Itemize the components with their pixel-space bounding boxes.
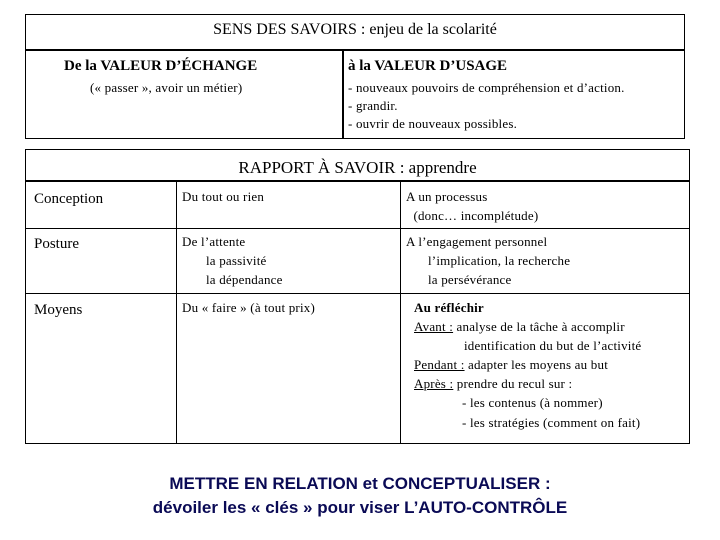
- row-label-moyens: Moyens: [34, 302, 83, 318]
- conception-right-2: (donc… incomplétude): [410, 208, 539, 223]
- row-divider-2: [26, 293, 689, 294]
- valeur-echange-text: (« passer », avoir un métier): [90, 80, 243, 95]
- moyens-right-heading: Au réfléchir: [414, 300, 484, 315]
- valeur-usage-heading: à la VALEUR D’USAGE: [348, 58, 508, 74]
- moyens-middle: Du « faire » (à tout prix): [182, 300, 315, 315]
- row-label-conception: Conception: [34, 191, 104, 207]
- conception-right-1: A un processus: [406, 189, 488, 204]
- moyens-apres-item-1: - les contenus (à nommer): [462, 395, 603, 410]
- row-label-posture: Posture: [34, 236, 79, 252]
- footer-line-2: dévoiler les « clés » pour viser L’AUTO-CONTRÔLE: [152, 498, 568, 517]
- moyens-pendant-line: [414, 356, 608, 375]
- sens-des-savoirs-table: [25, 14, 685, 139]
- avant-label: Avant :: [414, 319, 454, 334]
- posture-right-2: l’implication, la recherche: [428, 253, 571, 268]
- posture-right-1: A l’engagement personnel: [406, 234, 548, 249]
- column-divider-2: [400, 182, 401, 443]
- apres-label: Après :: [414, 376, 454, 391]
- moyens-avant-line-2: identification du but de l’activité: [464, 338, 642, 353]
- column-divider-1: [176, 182, 177, 443]
- rapport-title-box: [25, 149, 690, 182]
- pendant-text: adapter les moyens au but: [464, 357, 609, 372]
- top-table-title: SENS DES SAVOIRS : enjeu de la scolarité: [213, 21, 497, 38]
- valeur-usage-line-2: - grandir.: [348, 98, 398, 113]
- conception-middle: Du tout ou rien: [182, 189, 265, 204]
- moyens-apres-line: [414, 375, 572, 394]
- posture-right-3: la persévérance: [428, 272, 512, 287]
- posture-middle-1: De l’attente: [182, 234, 246, 249]
- top-table-divider: [26, 49, 684, 51]
- valeur-usage-line-1: - nouveaux pouvoirs de compréhension et d’action.: [348, 80, 625, 95]
- pendant-label: Pendant :: [414, 357, 465, 372]
- posture-middle-3: la dépendance: [206, 272, 283, 287]
- row-divider-1: [26, 228, 689, 229]
- moyens-avant-line: [414, 318, 625, 337]
- rapport-table: [25, 182, 690, 444]
- rapport-title: RAPPORT À SAVOIR : apprendre: [238, 158, 477, 177]
- valeur-echange-heading: De la VALEUR D’ÉCHANGE: [64, 58, 258, 74]
- footer-line-1: METTRE EN RELATION et CONCEPTUALISER :: [169, 474, 551, 493]
- valeur-usage-line-3: - ouvrir de nouveaux possibles.: [348, 116, 518, 131]
- moyens-apres-item-2: - les stratégies (comment on fait): [462, 415, 641, 430]
- avant-text: analyse de la tâche à accomplir: [453, 319, 625, 334]
- posture-middle-2: la passivité: [206, 253, 267, 268]
- top-table-column-divider: [342, 49, 344, 138]
- apres-text: prendre du recul sur :: [453, 376, 573, 391]
